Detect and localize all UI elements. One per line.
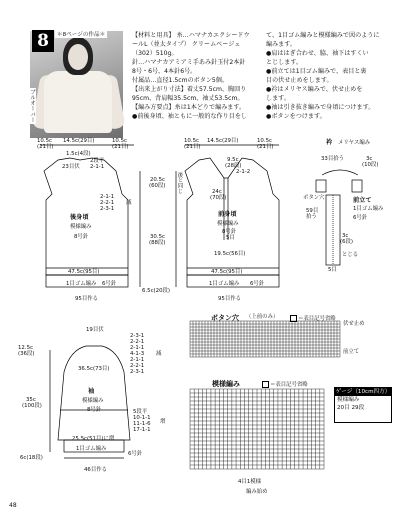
sleeve-inc: 5段平 xyxy=(133,409,148,415)
front-placket-stitches: 5目 xyxy=(226,235,235,241)
motif-title: 模様編み xyxy=(212,380,240,388)
sleeve-cap-top: 19目伏 xyxy=(86,327,104,333)
sleeve-pattern: 模様編み xyxy=(82,398,104,404)
buttonhole-bottom-label: 前立て xyxy=(343,349,360,355)
gauge-box xyxy=(334,387,392,423)
materials-line: 【編み方要点】糸は1本どりで編みます。 xyxy=(132,104,246,111)
sleeve-length: 35c xyxy=(26,397,36,403)
materials-line: 【出来上がり寸法】着丈57.5cm、胸回り xyxy=(132,86,247,93)
front-title: 前身頃 xyxy=(218,211,237,218)
sleeve-cap-rows: (36段) xyxy=(18,351,35,357)
gauge-value: 20目 29段 xyxy=(337,405,365,411)
back-neck-dec: 2-1-1 xyxy=(90,164,105,170)
back-title: 後身頃 xyxy=(70,214,89,221)
sleeve-cap-dec: 4-1-3 xyxy=(130,351,145,357)
buttonhole-legend: ＝表目記号省略 xyxy=(290,315,336,322)
back-shoulder-stitches: 23目伏 xyxy=(62,164,80,170)
back-side-top: 20.5c xyxy=(150,177,165,183)
instructions-line: 目の伏せ止めをします。 xyxy=(266,77,333,84)
materials-line: 付属品…直径1.5cmのボタン5個。 xyxy=(132,77,228,84)
sleeve-inc: 17-1-1 xyxy=(133,427,151,433)
sleeve-cap-dec: 2-2-1 xyxy=(130,339,145,345)
back-needle: 8号針 xyxy=(74,234,89,240)
motif-repeat-label: 4目1模様 xyxy=(238,479,262,485)
placket-width: 3c xyxy=(342,233,349,239)
buttonhole-title: ボタン穴 xyxy=(211,314,239,322)
sleeve-rib-label: 1目ゴム編み xyxy=(76,446,107,452)
sleeve-rib-height: 6c(18段) xyxy=(20,455,43,461)
front-bottom-stitches: 19.5c(56目) xyxy=(214,251,246,257)
sleeve-width: 36.5c(73目) xyxy=(78,366,110,372)
sleeve-title: 袖 xyxy=(88,388,95,395)
materials-line: 8号・6号、4本針6号。 xyxy=(132,68,197,75)
materials-line: 【材料と用具】 糸…ハマナカエクシードウ xyxy=(132,32,250,39)
page-number: 48 xyxy=(9,502,17,509)
materials-line: 95cm、背肩幅35.5cm、袖丈53.5cm。 xyxy=(132,95,244,102)
instructions-line: ●ボタンをつけます。 xyxy=(266,113,326,120)
placket-pick-up: 59目 xyxy=(306,208,319,214)
collar-rows: (10段) xyxy=(362,162,379,168)
front-width: 47.5c(95目) xyxy=(211,269,243,275)
back-width: 47.5c(95目) xyxy=(68,269,100,275)
buttonhole-subtitle: （上前のみ） xyxy=(246,314,279,320)
instructions-line: て、1目ゴム編みと模様編みで図のように xyxy=(266,32,380,39)
sleeve-cap-note: 減 xyxy=(156,351,162,357)
sleeve-rib-needle: 6号針 xyxy=(128,451,143,457)
collar-height: 3c xyxy=(366,156,373,162)
instructions-line: します。 xyxy=(266,95,290,102)
placket-pattern: 1目ゴム編み xyxy=(353,206,384,212)
collar-pattern: メリヤス編み xyxy=(338,140,371,146)
buttonhole-label: ボタン穴 xyxy=(303,195,325,201)
knit-symbol-icon xyxy=(290,315,297,322)
back-rib-height: 6.5c(20段) xyxy=(142,288,170,294)
materials-line: ●前後身頃、袖ともに一般的な作り目をし xyxy=(132,113,248,120)
front-placket-rows: (70段) xyxy=(210,195,227,201)
front-placket-length: 24c xyxy=(212,189,222,195)
buttonhole-right-label: 伏せ止め xyxy=(343,321,365,327)
back-neck-depth: 1.5c(4段) xyxy=(66,151,91,157)
placket-hole-label: とじる xyxy=(342,252,359,258)
front-top-middle: 14.5c(29目) xyxy=(207,138,239,144)
front-needle: 8号針 xyxy=(222,229,237,235)
sleeve-cap-dec: 2-2-1 xyxy=(130,363,145,369)
front-top-left-width: 10.5c xyxy=(184,138,199,144)
back-armhole-dec: 2-2-1 xyxy=(100,200,115,206)
sleeve-length-rows: (100段) xyxy=(22,403,42,409)
sleeve-inc: 10-1-1 xyxy=(133,415,151,421)
sleeve-cap-dec: 2-3-1 xyxy=(130,333,145,339)
front-rib-label: 1目ゴム編み xyxy=(209,281,240,287)
back-top-middle: 14.5c(29目) xyxy=(63,138,95,144)
sleeve-cap-dec: 2-3-1 xyxy=(130,369,145,375)
materials-line: （302）510g。 xyxy=(132,50,178,57)
back-top-left-width: 10.5c xyxy=(37,138,52,144)
pattern-number: 8 xyxy=(32,30,54,52)
sleeve-cap-dec: 2-1-1 xyxy=(130,357,145,363)
placket-width-rows: (6段) xyxy=(340,239,354,245)
front-side-label: 後と同じ xyxy=(176,172,183,194)
placket-title: 前立て xyxy=(353,197,372,204)
motif-start-label: 編み始め xyxy=(246,489,268,495)
placket-pick-up-2: 拾う xyxy=(306,214,317,220)
instructions-line: ●袖は引き抜き編みで身頃につけます。 xyxy=(266,104,375,111)
front-top-right-stitches: (21目) xyxy=(257,144,274,150)
gauge-pattern: 模様編み xyxy=(337,397,360,403)
front-top-left-stitches: (21目) xyxy=(184,144,201,150)
sleeve-bottom-width: 25.5c(51目)に増 xyxy=(72,436,115,442)
back-armhole-dec: 2-1-1 xyxy=(100,194,115,200)
back-armhole-note: 減 xyxy=(126,200,132,206)
collar-pick-up: 33目拾う xyxy=(321,156,345,162)
instructions-line: ●衿はメリヤス編みで、伏せ止めを xyxy=(266,86,363,93)
back-neck-rows: 2段平 xyxy=(90,158,105,164)
collar-title: 衿 xyxy=(326,139,333,146)
back-top-left-stitches: (21目) xyxy=(37,144,54,150)
back-pattern: 模様編み xyxy=(70,224,92,230)
front-neck-dec: 2-1-2 xyxy=(236,169,251,175)
sleeve-inc-note: 増 xyxy=(160,419,166,425)
sleeve-cap-height: 12.5c xyxy=(18,345,33,351)
motif-legend: ＝表目記号省略 xyxy=(262,381,308,388)
front-cast-on: 95目作る xyxy=(218,296,242,302)
sleeve-cast-on: 46目作る xyxy=(84,467,108,473)
front-neck-rows: (28段) xyxy=(225,163,242,169)
front-rib-needle: 6号針 xyxy=(250,281,265,287)
photo-caption: ＊8ページの作品＊ xyxy=(57,32,106,38)
instructions-line: 編みます。 xyxy=(266,41,296,48)
front-neck-depth: 9.5c xyxy=(227,157,239,163)
sleeve-cap-dec: 2-1-1 xyxy=(130,345,145,351)
back-side-bottom: 30.5c xyxy=(150,234,165,240)
back-rib-label: 1目ゴム編み xyxy=(66,281,97,287)
front-pattern: 模様編み xyxy=(217,221,239,227)
back-side-top-rows: (60段) xyxy=(149,183,166,189)
knit-symbol-icon xyxy=(262,381,269,388)
materials-line: 針…ハマナカアミアミ手あみ針玉付2本針 xyxy=(132,59,246,66)
instructions-line: ●前立ては1目ゴム編みで、表目と裏 xyxy=(266,68,367,75)
materials-line: ールL（並太タイプ） クリームベージュ xyxy=(132,41,241,48)
back-cast-on: 95目作る xyxy=(75,296,99,302)
instructions-line: ●肩ははぎ合わせ、脇、袖下はすくい xyxy=(266,50,369,57)
sleeve-needle: 8号針 xyxy=(87,407,102,413)
placket-stitches: 5目 xyxy=(328,267,337,273)
gauge-title: ゲージ（10cm四方） xyxy=(335,389,391,395)
instructions-line: とじします。 xyxy=(266,59,303,66)
back-top-right-stitches: (21目) xyxy=(112,144,129,150)
back-top-right-width: 10.5c xyxy=(112,138,127,144)
back-side-bottom-rows: (88段) xyxy=(149,240,166,246)
front-top-right-width: 10.5c xyxy=(257,138,272,144)
sleeve-inc: 11-1-6 xyxy=(133,421,151,427)
photo-label: プルオーバー xyxy=(29,89,35,123)
placket-needle: 6号針 xyxy=(353,215,368,221)
back-armhole-dec: 2-3-1 xyxy=(100,206,115,212)
back-rib-needle: 6号針 xyxy=(102,281,117,287)
